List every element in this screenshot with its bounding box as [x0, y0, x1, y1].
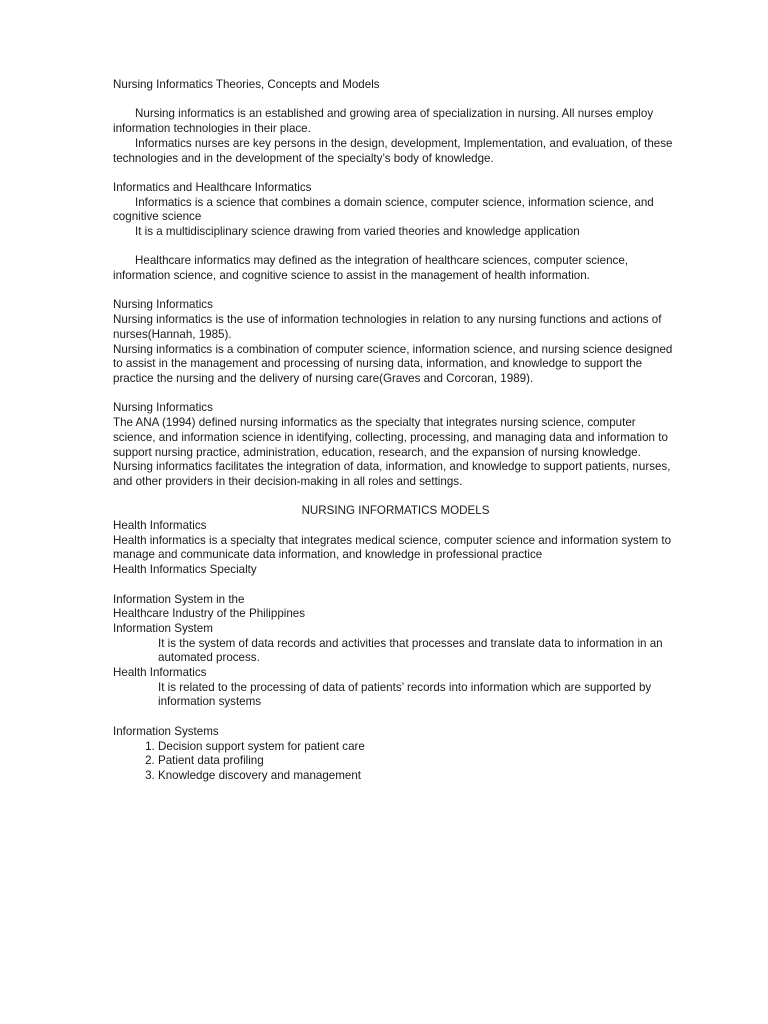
nursing-informatics-hannah: Nursing informatics is the use of information technologies in relation to any nursing functions and actions of nurses(Hannah, 1985).	[113, 313, 662, 341]
information-system-line-1: Information System in the	[113, 592, 245, 606]
information-system-definition: It is the system of data records and activities that processes and translate data to information in an automated process.	[158, 636, 663, 665]
nursing-informatics-facilitates: Nursing informatics facilitates the integration of data, information, and knowledge to support patients, nurses, and other providers in their decision-making in all roles and settings.	[113, 460, 671, 488]
list-item: 3. Knowledge discovery and management	[158, 769, 678, 784]
section-heading-nursing-informatics-1: Nursing Informatics	[113, 298, 213, 312]
information-system-line-2: Healthcare Industry of the Philippines	[113, 607, 306, 621]
information-system-heading: Information System	[113, 621, 213, 635]
information-systems-heading: Information Systems	[113, 724, 219, 738]
health-informatics-specialty: Health Informatics Specialty	[113, 563, 257, 577]
list-item: 2. Patient data profiling	[158, 754, 678, 769]
intro-paragraph-2: Informatics nurses are key persons in the design, development, Implementation, and evaluation, of these technologies and in the development of the specialty’s body of knowledge.	[113, 136, 673, 165]
health-informatics-heading-2: Health Informatics	[113, 666, 207, 680]
list-item: 1. Decision support system for patient care	[158, 740, 678, 755]
section-heading-nursing-informatics-2: Nursing Informatics	[113, 401, 213, 415]
health-informatics-definition: Health informatics is a specialty that integrates medical science, computer science and information system to manage and communicate data information, and knowledge in professional practice	[113, 533, 672, 562]
information-systems-list	[113, 740, 678, 784]
healthcare-informatics-definition: Healthcare informatics may defined as the integration of healthcare sciences, computer science, information science, and cognitive science to assist in the management of health information.	[113, 254, 628, 283]
section-heading-informatics: Informatics and Healthcare Informatics	[113, 180, 312, 194]
document-title: Nursing Informatics Theories, Concepts and Models	[113, 78, 380, 91]
nursing-informatics-ana: The ANA (1994) defined nursing informatics as the specialty that integrates nursing science, computer science, and information science in identifying, collecting, processing, and managing data and information to support nursing practice, administration, education, research, and the expansion of nursing knowledge.	[113, 416, 668, 459]
models-heading: NURSING INFORMATICS MODELS	[301, 504, 490, 518]
nursing-informatics-graves: Nursing informatics is a combination of computer science, information science, and nursing science designed to assist in the management and processing of nursing data, information, and knowledge to support the practice the nursing and the delivery of nursing care(Graves and Corcoran, 1989).	[113, 342, 673, 385]
health-informatics-processing: It is related to the processing of data of patients’ records into information which are supported by information systems	[158, 680, 652, 709]
section-heading-health-informatics: Health Informatics	[113, 519, 207, 532]
intro-paragraph-1: Nursing informatics is an established and growing area of specialization in nursing. All nurses employ information technologies in their place.	[113, 107, 654, 136]
informatics-definition: Informatics is a science that combines a domain science, computer science, information science, and cognitive science	[113, 195, 654, 224]
informatics-multidisciplinary: It is a multidisciplinary science drawing from varied theories and knowledge application	[135, 225, 580, 238]
